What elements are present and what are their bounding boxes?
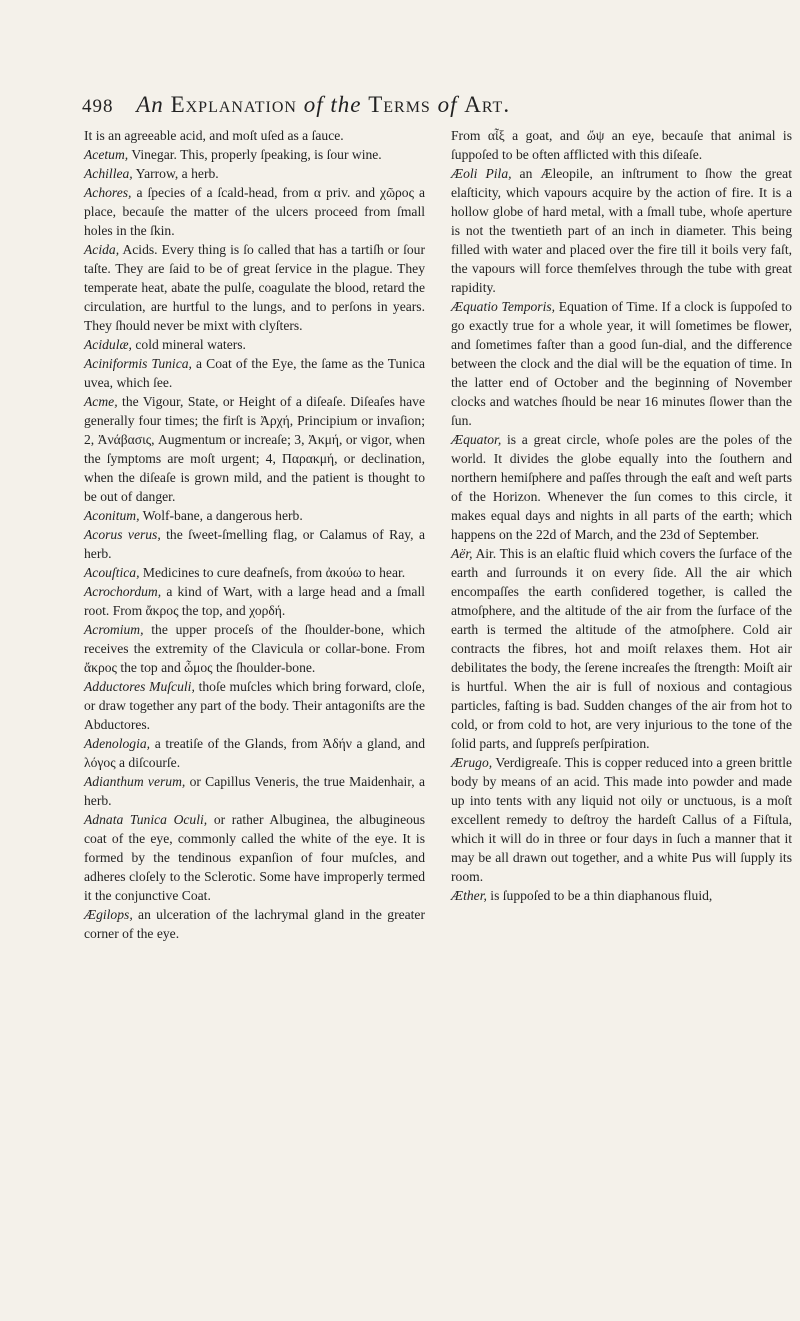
title-prefix: An — [136, 92, 164, 117]
dictionary-entry — [84, 164, 425, 183]
dictionary-entry — [84, 392, 425, 506]
entry-definition: Verdigreaſe. This is copper reduced into a green brittle body by means of an acid. This made into powder and made up into tents with any liquid not oily or unctuous, is a moſt excellent remedy to deſtroy the hardeſt Callus of a Fiſtula, which it will do in three or four days in ſuch a manner that it may be all drawn out together, and a white Pus will ſupply its room. — [451, 755, 793, 884]
dictionary-entry — [451, 297, 792, 430]
title-of-1: of — [303, 92, 324, 117]
entry-definition: is a great circle, whoſe poles are the poles of the world. It divides the globe equally into the ſouthern and northern hemiſphere and paſſes through the eaſt and weſt parts of the Horizon. Whenever the ſun comes to this circle, it makes equal days and nights in all parts of the earth; which happens on the 22d of March, and the 23d of September. — [451, 432, 792, 542]
dictionary-entry — [451, 126, 792, 164]
entry-term: Ægilops, — [84, 907, 133, 922]
page-number: 498 — [82, 96, 114, 117]
entry-term: Adianthum verum, — [84, 774, 186, 789]
entry-definition: the upper proceſs of the ſhoulder-bone, which receives the extremity of the Clavicula or collar-bone. From ἄκρος the top and ὦμος the ſhoulder-bone. — [84, 622, 425, 675]
entry-term: Acouſtica, — [84, 565, 140, 580]
left-column — [84, 126, 425, 943]
title-of-2: of — [437, 92, 458, 117]
dictionary-entry — [84, 506, 425, 525]
entry-term: Ærugo, — [451, 755, 493, 770]
entry-term: Achillea, — [84, 166, 133, 181]
entry-term: Acme, — [84, 394, 118, 409]
entry-definition: Acids. Every thing is ſo called that has a tartiſh or ſour taſte. They are ſaid to be of great ſervice in the plague. They temperate heat, abate the pulſe, coagulate the blood, retard the circulation, are hurtful to the lungs, and to perſons in years. They ſhould never be mixt with clyſters. — [84, 242, 425, 333]
entry-term: Acetum, — [84, 147, 129, 162]
entry-definition: Wolf-bane, a dangerous herb. — [142, 508, 303, 523]
entry-definition: a kind of Wart, with a large head and a ſmall root. From ἄκρος the top, and χορδή. — [84, 584, 425, 618]
entry-term: Acida, — [84, 242, 120, 257]
dictionary-entry — [84, 240, 425, 335]
title-the: the — [330, 92, 362, 117]
dictionary-entry — [451, 430, 792, 544]
dictionary-entry — [84, 145, 425, 164]
entry-definition: or Capillus Veneris, the true Maidenhair, a herb. — [84, 774, 425, 808]
entry-definition: a treatiſe of the Glands, from Ἀδήν a gland, and λόγος a diſcourſe. — [84, 736, 426, 770]
entry-definition: a ſpecies of a ſcald-head, from α priv. and χῶρος a place, becauſe the matter of the ulcers proceed from ſmall holes in the ſkin. — [84, 185, 426, 238]
entry-definition: Yarrow, a herb. — [135, 166, 219, 181]
entry-definition: an Æleopile, an inſtrument to ſhow the great elaſticity, which vapours acquire by the action of fire. It is a hollow globe of hard metal, with a ſmall tube, whoſe aperture is not the twentieth part of an inch in diameter. This being filled with water and placed over the fire till it boils very faſt, the vapours will force themſelves through the tube with great rapidity. — [451, 166, 792, 295]
entry-definition: or rather Albuginea, the albugineous coat of the eye, commonly called the white of the eye. It is formed by the tendinous expanſion of four muſcles, and adheres cloſely to the Sclerotic. Some have improperly termed it the conjunctive Coat. — [84, 812, 425, 903]
entry-definition: Vinegar. This, properly ſpeaking, is ſour wine. — [131, 147, 382, 162]
dictionary-entry — [84, 620, 425, 677]
entry-term: Æquatio Temporis, — [451, 299, 556, 314]
entry-term: Acrochordum, — [84, 584, 162, 599]
entry-term: Adenologia, — [84, 736, 151, 751]
entry-definition: Air. This is an elaſtic fluid which covers the ſurface of the earth and ſurrounds it on every ſide. All the air which encompaſſes the earth conſidered together, is called the atmoſphere, and the altitude of the air from the ſurface of the earth is termed the altitude of the atmoſphere. Cold air contracts the fibres, hot and moiſt relaxes them. Hot air debilitates the body, the ſerene increaſes the ſtrength: Moiſt air is hurtful. When the air is full of noxious and contagious particles, faſting is bad. Sudden changes of the air from hot to cold, or from cold to hot, are very injurious to the tone of the ſolid parts, and ſuppreſs perſpiration. — [451, 546, 792, 751]
entry-definition: cold mineral waters. — [135, 337, 246, 352]
dictionary-entry — [84, 183, 425, 240]
entry-definition: From αἶξ a goat, and ὤψ an eye, becauſe that animal is ſuppoſed to be often afflicted with this diſeaſe. — [451, 128, 792, 162]
dictionary-entry — [84, 126, 425, 145]
entry-term: Acromium, — [84, 622, 144, 637]
entry-definition: Medicines to cure deafneſs, from ἀκούω to hear. — [142, 565, 406, 580]
dictionary-entry — [84, 772, 425, 810]
dictionary-entry — [84, 525, 425, 563]
entry-term: Æquator, — [451, 432, 502, 447]
entry-term: Aër, — [451, 546, 473, 561]
entry-definition: thoſe muſcles which bring forward, cloſe, or draw together any part of the body. Their antagoniſts are the Abductores. — [84, 679, 425, 732]
dictionary-entry — [84, 677, 425, 734]
dictionary-entry — [84, 582, 425, 620]
entry-term: Æther, — [451, 888, 487, 903]
entry-term: Aciniformis Tunica, — [84, 356, 192, 371]
entry-term: Achores, — [84, 185, 132, 200]
title-terms: Terms — [368, 92, 431, 117]
dictionary-entry — [451, 753, 792, 886]
entry-definition: the ſweet-ſmelling flag, or Calamus of Ray, a herb. — [84, 527, 425, 561]
dictionary-entry — [451, 164, 792, 297]
entry-term: Adductores Muſculi, — [84, 679, 195, 694]
title-art: Art. — [464, 92, 511, 117]
dictionary-entry — [451, 544, 792, 753]
dictionary-entry — [84, 335, 425, 354]
entry-definition: is ſuppoſed to be a thin diaphanous fluid, — [490, 888, 713, 903]
right-column — [451, 126, 792, 943]
entry-definition: a Coat of the Eye, the ſame as the Tunica uvea, which ſee. — [84, 356, 425, 390]
entry-term: Æoli Pila, — [451, 166, 512, 181]
dictionary-entry — [84, 810, 425, 905]
entry-term: Acidulæ, — [84, 337, 132, 352]
entry-term: Aconitum, — [84, 508, 140, 523]
entry-term: Acorus verus, — [84, 527, 161, 542]
page-header — [82, 92, 782, 118]
text-columns — [84, 126, 792, 943]
dictionary-entry — [84, 563, 425, 582]
entry-definition: an ulceration of the lachrymal gland in the greater corner of the eye. — [84, 907, 425, 941]
entry-term: Adnata Tunica Oculi, — [84, 812, 208, 827]
dictionary-entry — [84, 905, 425, 943]
entry-definition: Equation of Time. If a clock is ſuppoſed to go exactly true for a whole year, it will ſometimes be flower, and ſometimes faſter than a good ſun-dial, and the difference between the clock and the dial will be the equation of time. In the latter end of October and the beginning of November clocks and watches ſhould be near 16 minutes ſlower than the ſun. — [451, 299, 792, 428]
dictionary-entry — [451, 886, 792, 905]
dictionary-entry — [84, 734, 425, 772]
entry-definition: the Vigour, State, or Height of a diſeaſe. Diſeaſes have generally four times; the firſt is Ἀρχή, Principium or invaſion; 2, Ἀνάβασις, Augmentum or increaſe; 3, Ἀκμή, or vigor, when the ſymptoms are moſt urgent; 4, Παρακμή, or declination, when the diſeaſe is grown mild, and the patient is thought to be out of danger. — [84, 394, 425, 504]
dictionary-entry — [84, 354, 425, 392]
title-main: Explanation — [170, 92, 297, 117]
entry-definition: It is an agreeable acid, and moſt uſed as a ſauce. — [84, 128, 344, 143]
